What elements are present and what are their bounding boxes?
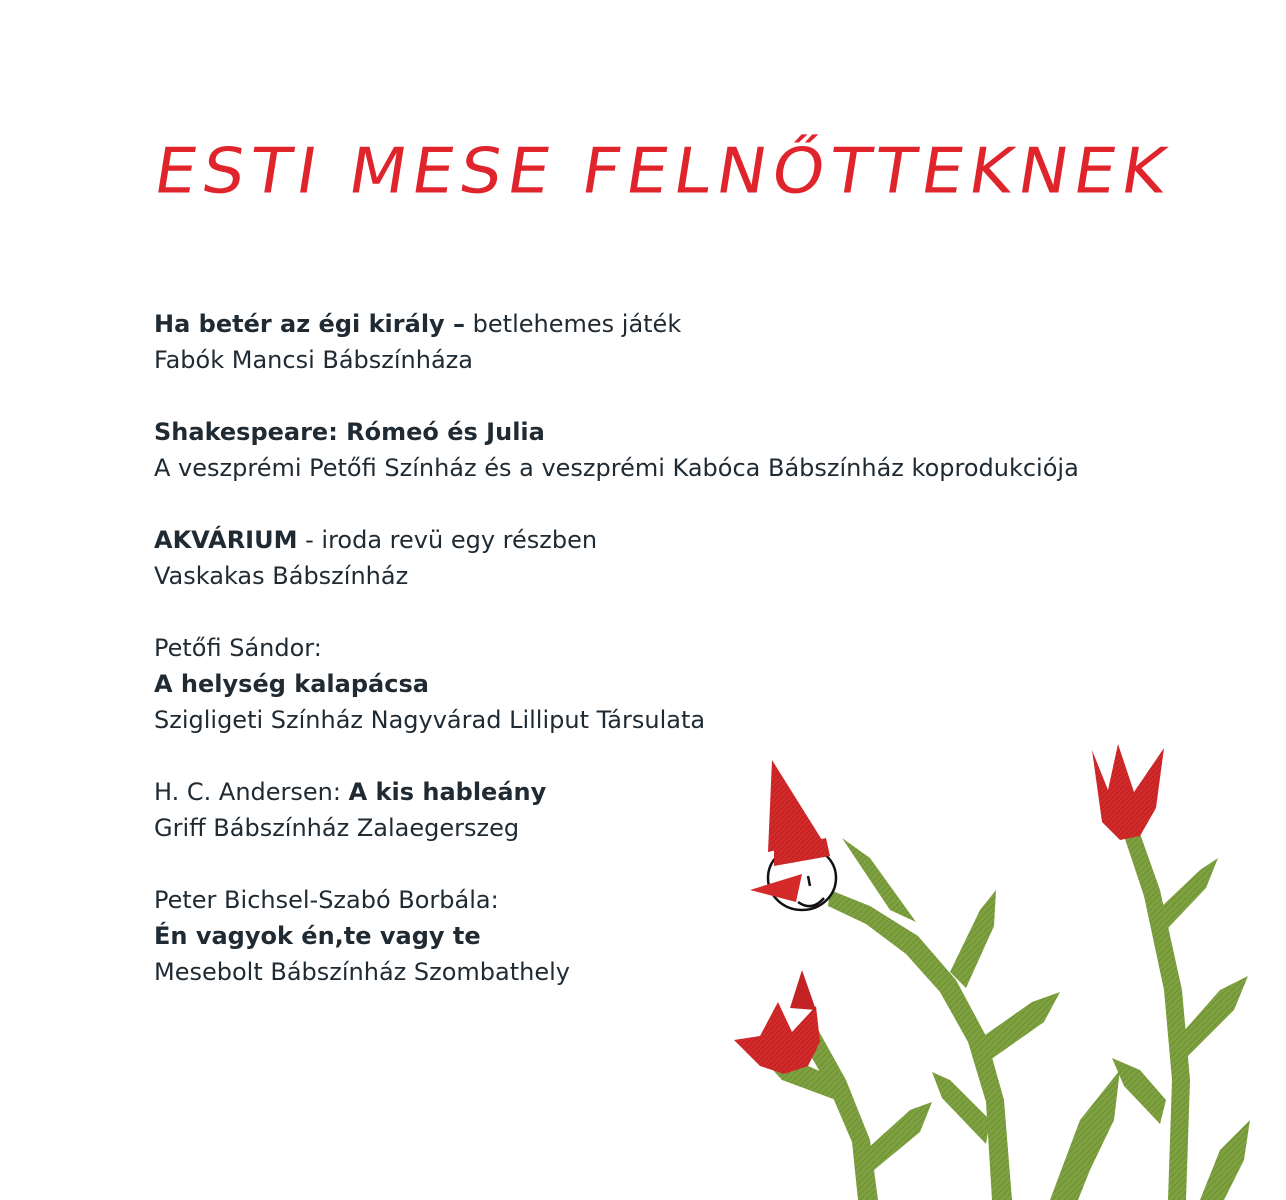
entry-author: H. C. Andersen: <box>154 778 349 806</box>
gnome-head-icon <box>750 760 836 910</box>
entry-subtitle: - iroda revü egy részben <box>297 526 598 554</box>
entry-title-line <box>154 522 1164 558</box>
entry-title: Ha betér az égi király – <box>154 310 466 338</box>
entry-title: A helység kalapácsa <box>154 670 429 698</box>
entry-company: Fabók Mancsi Bábszínháza <box>154 346 473 374</box>
tulip-gnome-illustration <box>720 740 1260 1200</box>
entry-company: A veszprémi Petőfi Színház és a veszprémi Kabóca Bábszínház koprodukciója <box>154 454 1079 482</box>
entry-title: AKVÁRIUM <box>154 526 298 554</box>
entry-subtitle: betlehemes játék <box>465 310 682 338</box>
entry-title: Én vagyok én,te vagy te <box>154 922 481 950</box>
entry-author: Petőfi Sándor: <box>154 634 322 662</box>
entry-title-line <box>154 414 1164 450</box>
entry-author: Peter Bichsel-Szabó Borbála: <box>154 886 499 914</box>
program-entry-1 <box>154 306 1164 378</box>
entry-title-line <box>154 666 1164 702</box>
entry-company: Vaskakas Bábszínház <box>154 562 409 590</box>
entry-company: Szigligeti Színház Nagyvárad Lilliput Társulata <box>154 706 706 734</box>
entry-company: Mesebolt Bábszínház Szombathely <box>154 958 570 986</box>
entry-title: Shakespeare: Rómeó és Julia <box>154 418 545 446</box>
entry-title-line <box>154 306 1164 342</box>
program-entry-4 <box>154 630 1164 738</box>
program-entry-2 <box>154 414 1164 486</box>
program-entry-3 <box>154 522 1164 594</box>
entry-company: Griff Bábszínház Zalaegerszeg <box>154 814 520 842</box>
entry-title: A kis hableány <box>348 778 547 806</box>
page-title: ESTI MESE FELNŐTTEKNEK <box>149 134 1178 208</box>
